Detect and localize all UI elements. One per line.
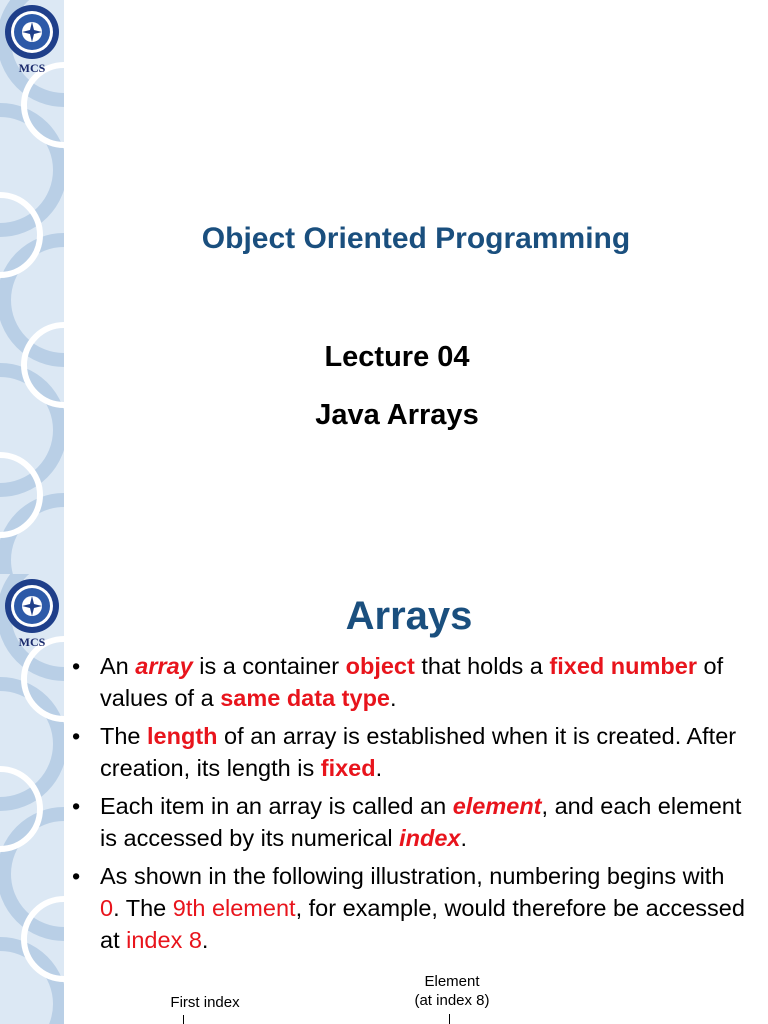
strip-pattern	[0, 0, 64, 574]
emphasis: same data type	[220, 685, 390, 711]
emphasis: length	[147, 723, 218, 749]
logo-caption: MCS	[18, 61, 46, 75]
first-index-label: First index	[170, 994, 240, 1011]
bullet-list	[72, 650, 748, 962]
bullet-item	[72, 860, 748, 956]
element-label	[390, 972, 514, 1010]
text: .	[375, 755, 383, 781]
emphasis: 0	[100, 895, 114, 921]
text: The	[100, 723, 148, 749]
university-seal-logo	[3, 577, 61, 657]
text: , and each element is accessed by its numerical	[100, 793, 742, 851]
text: An	[100, 653, 136, 679]
emphasis: element	[452, 793, 542, 819]
text: .	[201, 927, 209, 953]
emphasis: index 8	[126, 927, 202, 953]
decorative-side-strip	[0, 0, 64, 574]
text: .	[390, 685, 397, 711]
text: that holds a	[414, 653, 550, 679]
emphasis: 9th element	[172, 895, 296, 921]
bullet-item	[72, 720, 748, 784]
bullet-item	[72, 790, 748, 854]
seal-icon	[3, 577, 61, 635]
slide-title: Arrays	[345, 594, 473, 638]
element-pointer	[449, 1014, 450, 1024]
course-title: Object Oriented Programming	[201, 222, 631, 255]
text: , for example, would therefore be accessed at	[100, 895, 745, 953]
lecture-topic: Java Arrays	[315, 399, 479, 431]
text: . The	[113, 895, 173, 921]
emphasis: array	[135, 653, 193, 679]
element-label-line1: Element	[424, 973, 480, 990]
first-index-pointer	[183, 1015, 184, 1024]
element-label-line2: (at index 8)	[414, 992, 490, 1009]
emphasis: object	[345, 653, 415, 679]
emphasis: fixed	[320, 755, 376, 781]
bullet-item	[72, 650, 748, 714]
text: .	[460, 825, 468, 851]
logo-caption: MCS	[18, 635, 46, 649]
arrays-slide	[0, 574, 768, 1024]
lecture-number: Lecture 04	[324, 341, 470, 373]
text: of values of a	[100, 653, 724, 711]
university-seal-logo	[3, 3, 61, 83]
emphasis: fixed number	[549, 653, 697, 679]
text: As shown in the following illustration, numbering begins with	[100, 863, 725, 889]
emphasis: index	[399, 825, 461, 851]
seal-icon	[3, 3, 61, 61]
text: of an array is established when it is created. After creation, its length is	[100, 723, 737, 781]
text: is a container	[192, 653, 346, 679]
text: Each item in an array is called an	[100, 793, 453, 819]
decorative-side-strip	[0, 574, 64, 1024]
